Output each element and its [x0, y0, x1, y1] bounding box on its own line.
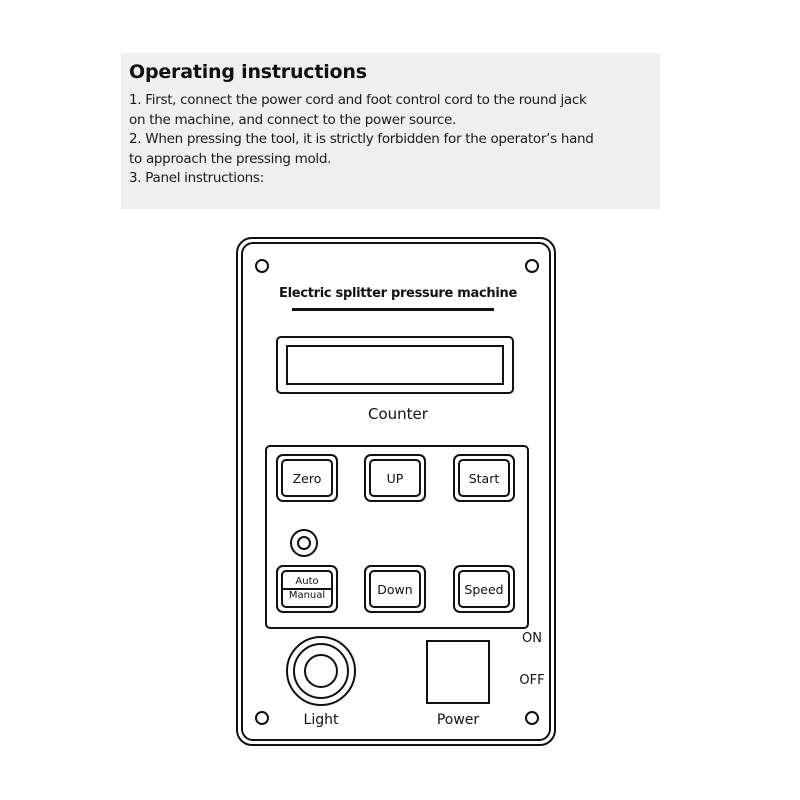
instruction-line: 1. First, connect the power cord and foot control cord to the round jack	[129, 92, 587, 108]
light-label: Light	[303, 712, 339, 728]
light-knob-center	[304, 654, 338, 688]
instruction-line: to approach the pressing mold.	[129, 150, 332, 167]
auto-manual-button[interactable]	[276, 565, 338, 613]
auto-manual-face	[281, 570, 333, 608]
zero-button[interactable]	[276, 454, 338, 502]
screw-icon	[255, 259, 269, 273]
start-button-label: Start	[458, 459, 510, 497]
up-button-label: UP	[369, 459, 421, 497]
off-label: OFF	[519, 673, 545, 688]
screw-icon	[525, 711, 539, 725]
light-knob[interactable]	[286, 636, 356, 706]
light-knob-ring	[293, 643, 349, 699]
indicator-lamp-inner	[297, 536, 311, 550]
indicator-lamp-icon	[290, 529, 318, 557]
speed-button-label: Speed	[458, 570, 510, 608]
instruction-line: 3. Panel instructions:	[129, 170, 264, 186]
counter-display	[286, 345, 504, 385]
zero-button-label: Zero	[281, 459, 333, 497]
screw-icon	[255, 711, 269, 725]
speed-button[interactable]	[453, 565, 515, 613]
up-button[interactable]	[364, 454, 426, 502]
down-button-label: Down	[369, 570, 421, 608]
start-button[interactable]	[453, 454, 515, 502]
manual-label: Manual	[288, 590, 326, 601]
instructions-box	[121, 53, 660, 209]
power-label: Power	[436, 712, 480, 728]
instruction-line: on the machine, and connect to the power source.	[129, 111, 456, 128]
auto-label: Auto	[295, 576, 319, 587]
screw-icon	[525, 259, 539, 273]
title-underline	[292, 308, 494, 311]
down-button[interactable]	[364, 565, 426, 613]
instructions-title: Operating instructions	[129, 61, 367, 83]
on-label: ON	[522, 631, 542, 646]
control-panel	[236, 237, 556, 746]
counter-frame	[276, 336, 514, 394]
counter-label: Counter	[368, 405, 428, 423]
panel-title: Electric splitter pressure machine	[279, 286, 517, 301]
instruction-line: 2. When pressing the tool, it is strictly forbidden for the operator’s hand	[129, 131, 594, 147]
power-switch[interactable]	[426, 640, 490, 704]
